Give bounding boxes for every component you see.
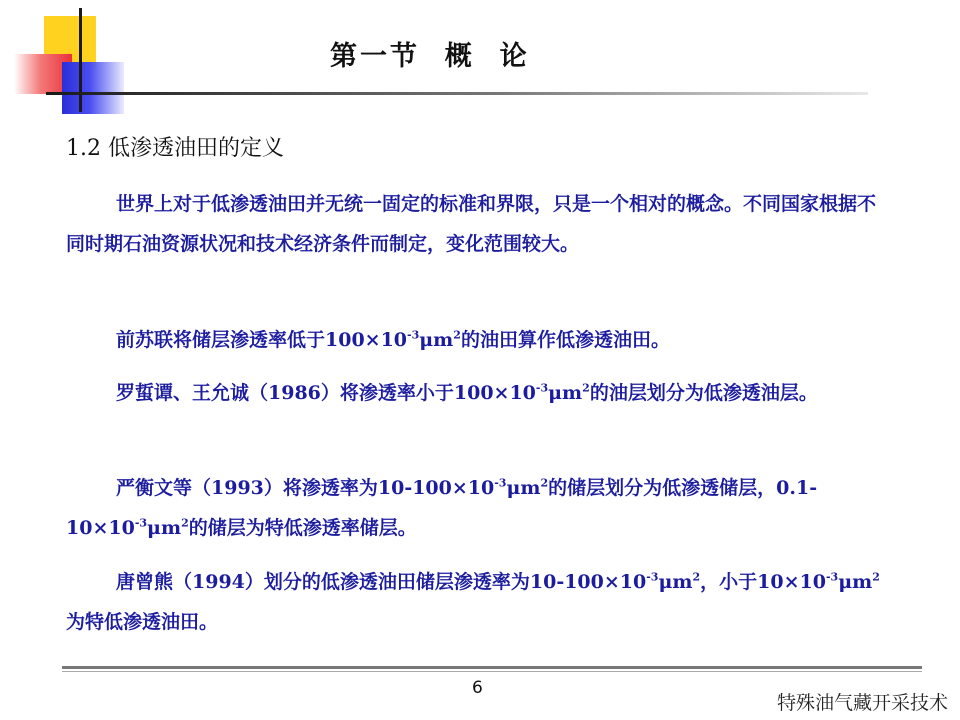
decor-vertical-line [79,8,82,112]
section-heading: 1.2 低渗透油田的定义 [66,136,284,161]
paragraph-yan-1993: 严衡文等（1993）将渗透率为$10-100\times 10^{-3}\mu m^2$的储层划分为低渗透储层，$0.1-10\times 10^{-3}\mu m^2$的储层为特低渗透率储层。 [66,476,818,539]
footer-course-title: 特殊油气藏开采技术 [776,692,948,714]
decor-blue-square [62,62,124,114]
paragraph-soviet: 前苏联将储层渗透率低于$100\times 10^{-3}\mu m^2$的油田算作低渗透油田。 [116,328,670,351]
footer-divider-thin [62,671,922,672]
paragraph-luo-1986: 罗蜇谭、王允诚（1986）将渗透率小于$100\times 10^{-3}\mu m^2$的油层划分为低渗透油层。 [116,381,818,404]
paragraph-tang-1994: 唐曾熊（1994）划分的低渗透油田储层渗透率为$10-100\times 10^{-3}\mu m^2$，小于$10\times 10^{-3}\mu m^2$为特低渗透油田。 [66,570,880,633]
paragraph-definition: 世界上对于低渗透油田并无统一固定的标准和界限，只是一个相对的概念。不同国家根据不同时期石油资源状况和技术经济条件而制定，变化范围较大。 [66,193,877,255]
decor-header-line [46,92,868,95]
footer-divider-thick [62,666,922,669]
page-number: 6 [472,678,483,698]
slide-title: 第一节 概 论 [330,41,530,72]
